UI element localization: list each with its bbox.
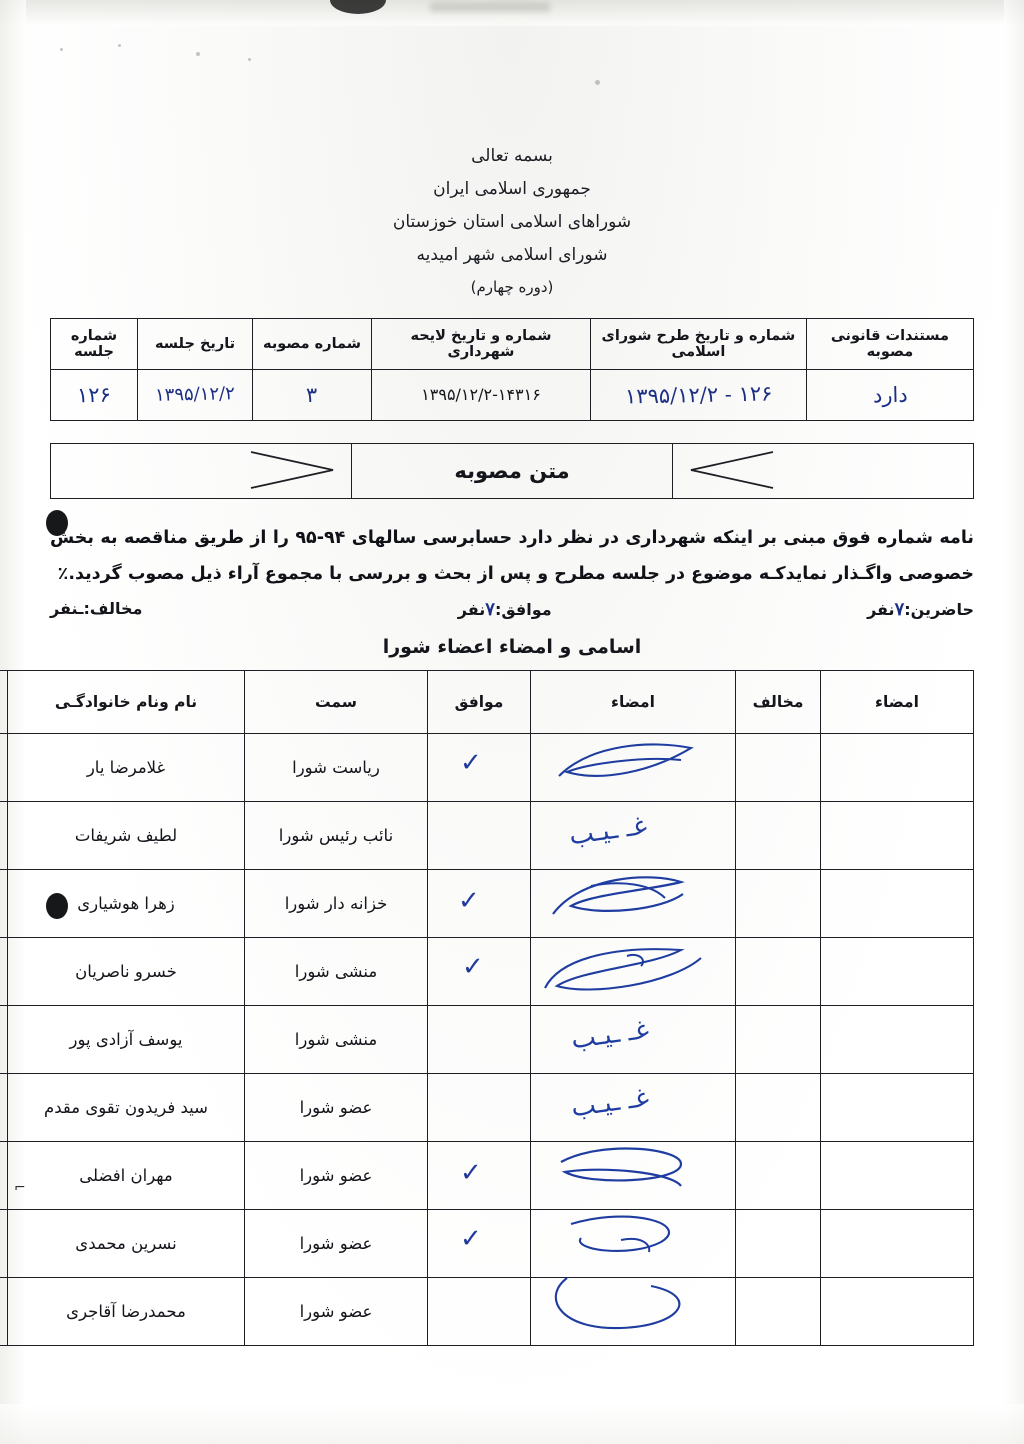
signature-ink [531, 1142, 735, 1209]
td-name: خسرو ناصریان [8, 937, 245, 1005]
table-row [0, 1073, 974, 1141]
signature-ink [531, 870, 735, 937]
th-session-number: شماره جلسه [51, 318, 138, 369]
td-signature-2[interactable] [821, 1277, 974, 1345]
td-against[interactable] [736, 1141, 821, 1209]
td-role: عضو شورا [245, 1073, 428, 1141]
check-mark: ✓ [460, 1157, 482, 1188]
table-value-row [51, 369, 974, 420]
signature-scribble: غـ ـیـب [569, 1082, 651, 1123]
count-against: مخالف:ـنفر [50, 598, 143, 618]
td-role: عضو شورا [245, 1141, 428, 1209]
td-against[interactable] [736, 1073, 821, 1141]
td-against[interactable] [736, 1005, 821, 1073]
th-legal-docs: مستندات قانونی مصوبه [806, 318, 973, 369]
td-signature[interactable] [531, 733, 736, 801]
vote-counts [50, 599, 974, 620]
td-role: عضو شورا [245, 1277, 428, 1345]
chevron-right-icon [249, 451, 335, 489]
table-row [0, 801, 974, 869]
td-signature-2[interactable] [821, 733, 974, 801]
td-index [0, 1073, 8, 1141]
margin-scribble: ⌐ [14, 1180, 26, 1196]
signature-ink [531, 938, 735, 1005]
td-role: منشی شورا [245, 1005, 428, 1073]
th-name: نام ونام خانوادگـی [8, 670, 245, 733]
table-row [0, 1209, 974, 1277]
td-signature[interactable] [531, 1141, 736, 1209]
check-mark: ✓ [462, 951, 484, 982]
td-agree[interactable] [428, 1141, 531, 1209]
td-signature[interactable] [531, 1073, 736, 1141]
table-row [0, 937, 974, 1005]
td-agree[interactable] [428, 937, 531, 1005]
td-name: یوسف آزادی پور [8, 1005, 245, 1073]
td-role: عضو شورا [245, 1209, 428, 1277]
td-signature-2[interactable] [821, 937, 974, 1005]
td-against[interactable] [736, 801, 821, 869]
td-agree[interactable] [428, 1209, 531, 1277]
table-row [0, 869, 974, 937]
td-index [0, 937, 8, 1005]
td-signature[interactable] [531, 801, 736, 869]
th-signature: امضاء [531, 670, 736, 733]
header-line-1: بسمه تعالی [471, 146, 553, 166]
resolution-banner [50, 443, 974, 499]
td-against[interactable] [736, 1277, 821, 1345]
td-index [0, 1277, 8, 1345]
members-header-row [0, 670, 974, 733]
td-signature-2[interactable] [821, 1141, 974, 1209]
td-index [0, 1005, 8, 1073]
td-signature[interactable] [531, 1277, 736, 1345]
th-council-plan: شماره و تاریخ طرح شورای اسلامی [590, 318, 806, 369]
td-session-number: ۱۲۶ [51, 369, 138, 420]
td-name: سید فریدون تقوی مقدم [8, 1073, 245, 1141]
count-agree: موافق:۷نفر [457, 598, 552, 620]
td-against[interactable] [736, 937, 821, 1005]
td-role: نائب رئیس شورا [245, 801, 428, 869]
td-signature[interactable] [531, 1209, 736, 1277]
th-against: مخالف [736, 670, 821, 733]
scan-right-edge [1004, 0, 1024, 1444]
header-line-2: جمهوری اسلامی ایران [433, 179, 591, 200]
td-against[interactable] [736, 733, 821, 801]
td-agree[interactable] [428, 1005, 531, 1073]
th-municipality-bill: شماره و تاریخ لایحه شهرداری [372, 318, 591, 369]
th-resolution-number: شماره مصوبه [253, 318, 372, 369]
td-role: منشی شورا [245, 937, 428, 1005]
th-session-date: تاریخ جلسه [138, 318, 253, 369]
document-body [44, 0, 974, 1346]
td-signature-2[interactable] [821, 1209, 974, 1277]
chevron-left-icon [689, 451, 775, 489]
resolution-text: نامه شماره فوق مبنی بر اینکه شهرداری در نظر دارد حسابرسی سالهای ۹۴-۹۵ را از طریق مناقصه به بخش خصوصی واگـذار نمایدکـه موضوع در جلسه مطرح و پس از بحث و بررسی با مجموع آراء ذیل مصوب گردید.٪ [50, 527, 974, 584]
td-session-date: ۱۳۹۵/۱۲/۲ [138, 369, 253, 420]
td-agree[interactable] [428, 801, 531, 869]
table-row [0, 733, 974, 801]
td-agree[interactable] [428, 1073, 531, 1141]
td-name: محمدرضا آقاجری [8, 1277, 245, 1345]
th-agree: موافق [428, 670, 531, 733]
scan-bottom-edge [0, 1404, 1024, 1444]
table-row [0, 1005, 974, 1073]
document-header [50, 140, 974, 302]
td-name: زهرا هوشیاری [8, 869, 245, 937]
table-header-row [51, 318, 974, 369]
td-signature[interactable] [531, 937, 736, 1005]
td-index [0, 1209, 8, 1277]
header-line-3: شوراهای اسلامی استان خوزستان [392, 212, 632, 233]
td-signature-2[interactable] [821, 869, 974, 937]
count-present: حاضرین:۷نفر [867, 598, 974, 620]
th-index [0, 670, 8, 733]
th-signature-2: امضاء [821, 670, 974, 733]
td-legal-docs: دارد [806, 369, 973, 420]
signature-ink [531, 1278, 735, 1345]
td-agree[interactable] [428, 1277, 531, 1345]
td-name: نسرین محمدی [8, 1209, 245, 1277]
check-mark: ✓ [460, 747, 482, 778]
header-line-4: شورای اسلامی شهر امیدیه [416, 245, 608, 266]
signature-ink [531, 734, 735, 801]
td-index [0, 1141, 8, 1209]
td-role: خزانه دار شورا [245, 869, 428, 937]
td-agree[interactable] [428, 869, 531, 937]
td-signature[interactable] [531, 869, 736, 937]
td-against[interactable] [736, 1209, 821, 1277]
check-mark: ✓ [458, 885, 480, 916]
td-index [0, 869, 8, 937]
td-index [0, 801, 8, 869]
td-against[interactable] [736, 869, 821, 937]
banner-left-decoration [673, 444, 973, 498]
banner-title: متن مصوبه [351, 444, 673, 498]
td-signature-2[interactable] [821, 1005, 974, 1073]
check-mark: ✓ [460, 1223, 482, 1254]
td-municipality-bill: ۱۳۹۵/۱۲/۲-۱۴۳۱۶ [372, 369, 591, 420]
signature-scribble: غـ ـیـب [567, 810, 649, 851]
th-role: سمت [245, 670, 428, 733]
signature-ink [531, 1210, 735, 1277]
meeting-info-table [50, 318, 974, 421]
table-row [0, 1277, 974, 1345]
td-agree[interactable] [428, 733, 531, 801]
banner-right-decoration [51, 444, 351, 498]
td-role: ریاست شورا [245, 733, 428, 801]
members-signature-table [0, 670, 974, 1346]
signature-scribble: غـ ـیـب [569, 1014, 651, 1055]
table-row [0, 1141, 974, 1209]
td-signature-2[interactable] [821, 801, 974, 869]
td-signature[interactable] [531, 1005, 736, 1073]
td-name: مهران افضلی [8, 1141, 245, 1209]
td-name: لطیف شریفات [8, 801, 245, 869]
header-line-5: (دوره چهارم) [470, 277, 554, 296]
td-resolution-number: ۳ [253, 369, 372, 420]
td-index [0, 733, 8, 801]
td-name: غلامرضا یار [8, 733, 245, 801]
td-council-plan: ۱۲۶ - ۱۳۹۵/۱۲/۲ [590, 369, 806, 420]
td-signature-2[interactable] [821, 1073, 974, 1141]
members-section-title: اسامی و امضاء اعضاء شورا [382, 635, 642, 658]
